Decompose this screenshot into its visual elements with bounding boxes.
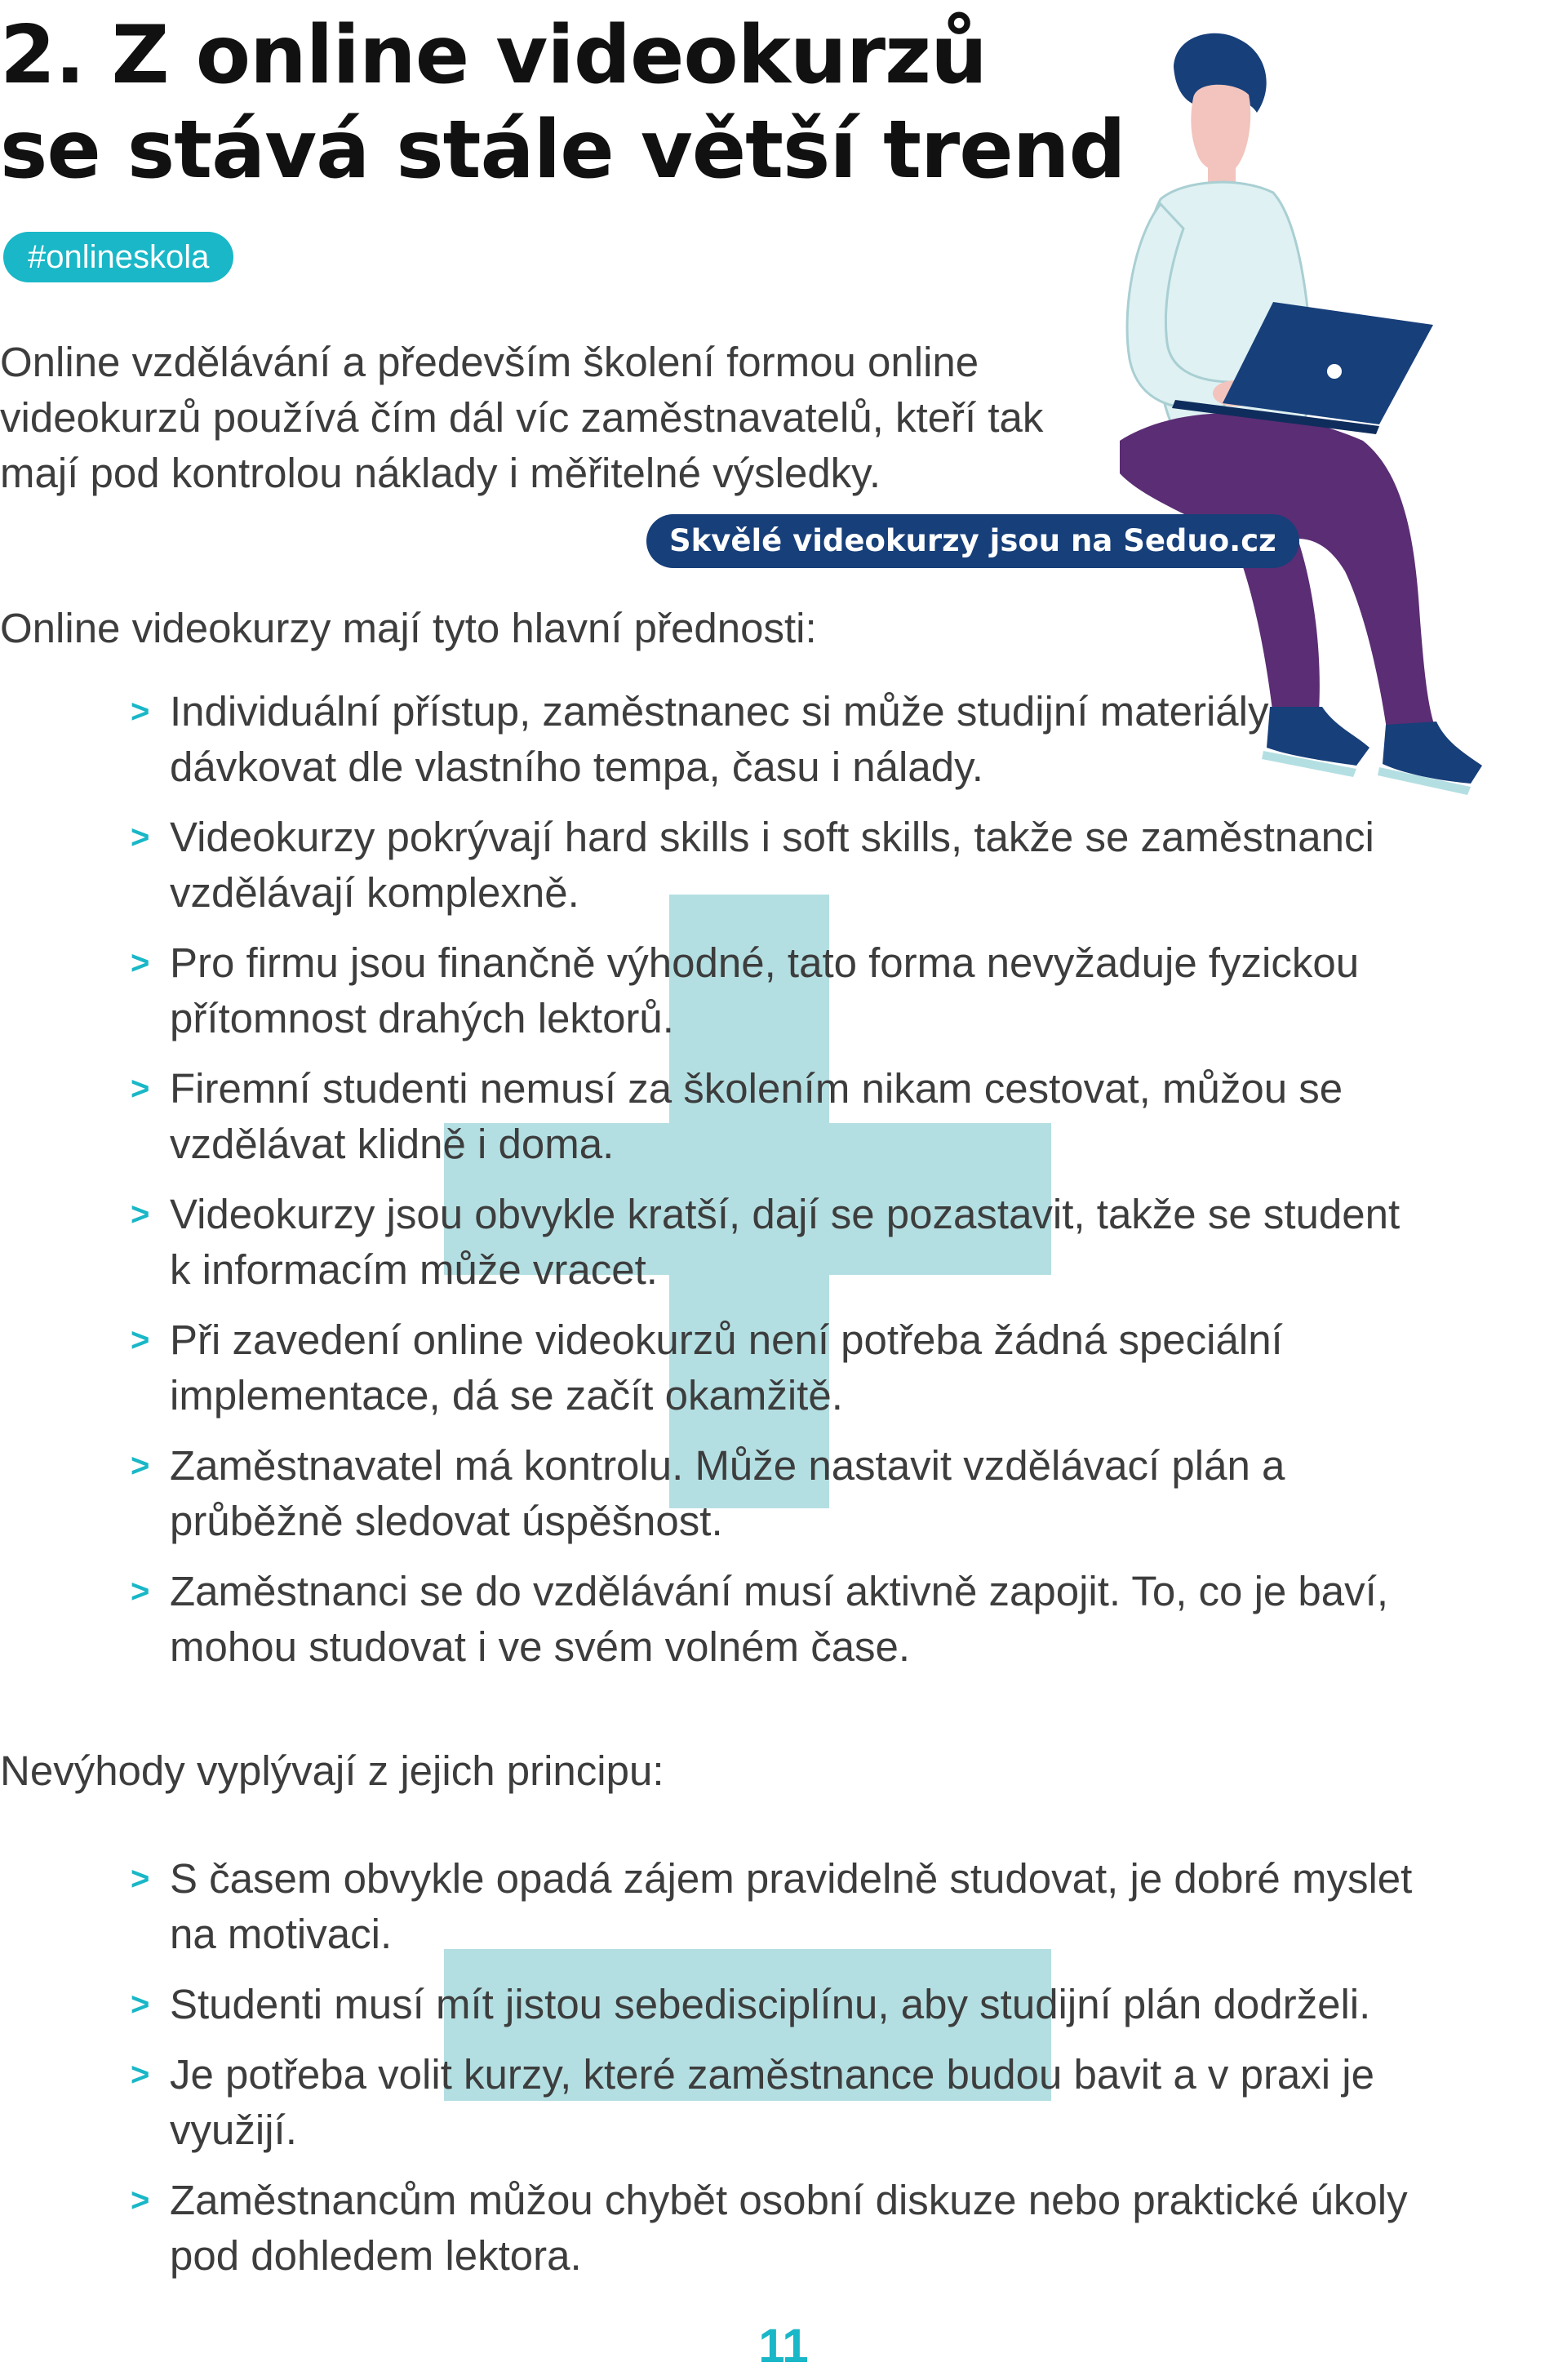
chevron-right-icon: > (131, 1448, 150, 1484)
chevron-right-icon: > (131, 1574, 150, 1610)
disadvantages-lead: Nevýhody vyplývají z jejich principu: (0, 1747, 664, 1794)
intro-paragraph: Online vzdělávání a především školení formou online videokurzů používá čím dál víc zaměstnavatelů, kteří tak mají pod kontrolou náklady i měřitelné výsledky. (0, 339, 1044, 496)
list-item (0, 2173, 1453, 2284)
list-item-text: S časem obvykle opadá zájem pravidelně studovat, je dobré myslet na motivaci. (170, 1855, 1413, 1957)
hashtag-badge: #onlineskola (3, 232, 233, 282)
list-item (0, 810, 1420, 921)
list-item-text: Zaměstnancům můžou chybět osobní diskuze nebo praktické úkoly pod dohledem lektora. (170, 2177, 1408, 2279)
title-line-2: se stává stále větší trend (0, 104, 1125, 197)
list-item-text: Je potřeba volit kurzy, které zaměstnance budou bavit a v praxi je využijí. (170, 2051, 1374, 2153)
list-item-text: Studenti musí mít jistou sebedisciplínu, aby studijní plán dodrželi. (170, 1981, 1371, 2027)
list-item (0, 935, 1420, 1046)
chevron-right-icon: > (131, 945, 150, 981)
page-title (0, 8, 1125, 198)
list-item-text: Pro firmu jsou finančně výhodné, tato forma nevyžaduje fyzickou přítomnost drahých lektorů. (170, 939, 1360, 1041)
list-item (0, 1977, 1453, 2032)
chevron-right-icon: > (131, 694, 150, 730)
laptop-logo-icon (1327, 364, 1342, 379)
list-item-text: Videokurzy pokrývají hard skills i soft skills, takže se zaměstnanci vzdělávají komplexně. (170, 814, 1374, 916)
title-line-1: 2. Z online videokurzů (0, 9, 987, 102)
list-item (0, 1564, 1420, 1675)
list-item-text: Zaměstnanci se do vzdělávání musí aktivně zapojit. To, co je baví, mohou studovat i ve svém volném čase. (170, 1568, 1388, 1670)
list-item (0, 684, 1420, 795)
page-number: 11 (758, 2320, 809, 2373)
chevron-right-icon: > (131, 1071, 150, 1107)
chevron-right-icon: > (131, 819, 150, 855)
list-item (0, 1312, 1420, 1423)
list-item (0, 1438, 1420, 1549)
list-item-text: Zaměstnavatel má kontrolu. Může nastavit vzdělávací plán a průběžně sledovat úspěšnost. (170, 1442, 1285, 1544)
face-shape (1191, 85, 1250, 172)
seduo-link-button[interactable]: Skvělé videokurzy jsou na Seduo.cz (646, 514, 1299, 568)
list-item-text: Individuální přístup, zaměstnanec si může studijní materiály dávkovat dle vlastního tempa, času i nálady. (170, 688, 1269, 790)
advantages-lead: Online videokurzy mají tyto hlavní přednosti: (0, 605, 817, 651)
list-item (0, 1187, 1420, 1298)
chevron-right-icon: > (131, 2057, 150, 2093)
chevron-right-icon: > (131, 1861, 150, 1897)
advantages-list (0, 684, 1420, 1690)
list-item (0, 1061, 1420, 1172)
chevron-right-icon: > (131, 1197, 150, 1232)
chevron-right-icon: > (131, 2182, 150, 2218)
chevron-right-icon: > (131, 1987, 150, 2023)
chevron-right-icon: > (131, 1322, 150, 1358)
list-item (0, 1851, 1453, 1962)
disadvantages-list (0, 1851, 1453, 2298)
list-item (0, 2047, 1453, 2158)
list-item-text: Videokurzy jsou obvykle kratší, dají se pozastavit, takže se student k informacím může vracet. (170, 1191, 1401, 1293)
list-item-text: Firemní studenti nemusí za školením nikam cestovat, můžou se vzdělávat klidně i doma. (170, 1065, 1343, 1167)
list-item-text: Při zavedení online videokurzů není potřeba žádná speciální implementace, dá se začít okamžitě. (170, 1317, 1283, 1419)
